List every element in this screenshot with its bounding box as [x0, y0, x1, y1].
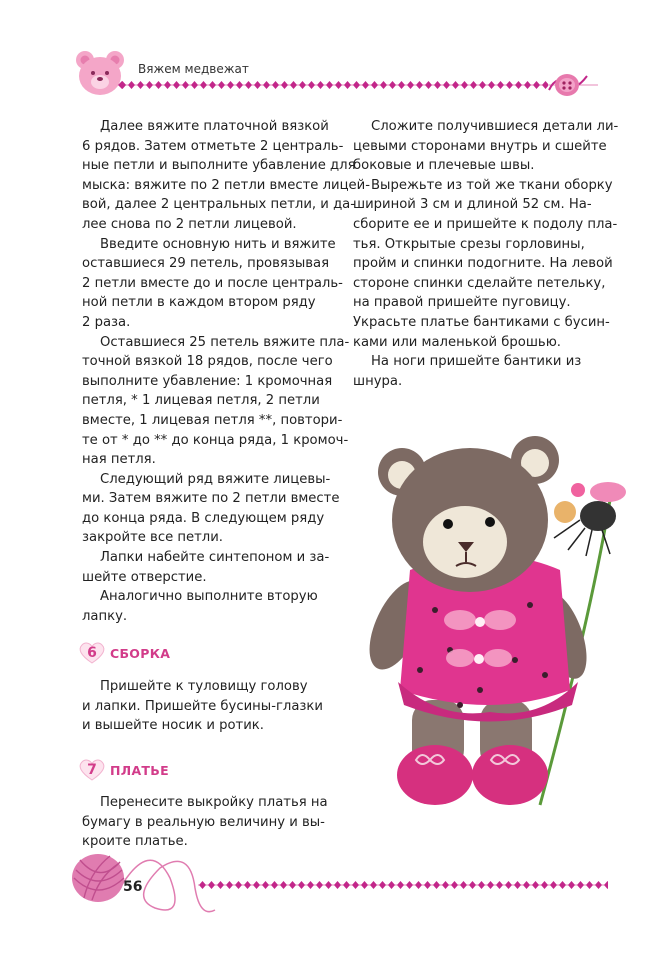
right-text-column — [353, 117, 619, 391]
text-line: ная петля. — [82, 452, 156, 468]
text-line: Пришейте к туловищу голову — [100, 679, 308, 694]
text-line: На ноги пришейте бантики из — [371, 354, 582, 370]
section-heading-assembly — [76, 642, 170, 664]
section-6-text — [82, 677, 342, 736]
text-line: точной вязкой 18 рядов, после чего — [82, 354, 333, 370]
text-line: Введите основную нить и вяжите — [100, 236, 336, 252]
text-line: Оставшиеся 25 петель вяжите пла- — [100, 334, 350, 350]
left-text-column — [82, 117, 371, 626]
text-line: Перенесите выкройку платья на — [100, 795, 328, 810]
text-line: и вышейте носик и ротик. — [82, 718, 264, 734]
text-line: ной петли в каждом втором ряду — [82, 295, 316, 311]
text-line: лапку. — [82, 608, 128, 624]
text-line: и лапки. Пришейте бусины-глазки — [82, 698, 323, 714]
text-line: выполните убавление: 1 кромочная — [82, 373, 333, 389]
section-number: 6 — [87, 645, 97, 661]
text-line: стороне спинки сделайте петельку, — [353, 275, 606, 291]
text-line: лее снова по 2 петли лицевой. — [82, 216, 297, 232]
text-line: Вырежьте из той же ткани оборку — [371, 177, 613, 193]
text-line: шнура. — [353, 373, 403, 389]
text-line: Украсьте платье бантиками с бусин- — [353, 314, 610, 330]
text-line: петля, * 1 лицевая петля, 2 петли — [82, 393, 320, 409]
heart-icon — [76, 641, 108, 665]
pink-button-icon — [543, 70, 591, 100]
section-7-text — [82, 793, 342, 852]
text-line: до конца ряда. В следующем ряду — [82, 510, 325, 526]
text-line: вой, далее 2 центральных петли, и да- — [82, 197, 356, 213]
section-heading-dress — [76, 759, 169, 781]
ribbon-divider-top — [118, 78, 598, 92]
text-line: Лапки набейте синтепоном и за- — [100, 550, 330, 566]
text-line: ками или маленькой брошью. — [353, 334, 561, 350]
section-title: СБОРКА — [110, 645, 171, 661]
text-line: сборите ее и пришейте к подолу пла- — [353, 216, 618, 232]
text-line: бумагу в реальную величину и вы- — [82, 814, 325, 830]
section-number: 7 — [87, 762, 97, 778]
text-line: пройм и спинки подогните. На левой — [353, 256, 613, 272]
text-line: мыска: вяжите по 2 петли вместе лицей- — [82, 177, 371, 193]
text-line: оставшиеся 29 петель, провязывая — [82, 256, 330, 272]
text-line: на правой пришейте пуговицу. — [353, 295, 571, 311]
text-line: Следующий ряд вяжите лицевы- — [100, 471, 331, 487]
text-line: шейте отверстие. — [82, 569, 207, 585]
text-line: боковые и плечевые швы. — [353, 158, 535, 174]
text-line: ми. Затем вяжите по 2 петли вместе — [82, 491, 340, 507]
section-title: ПЛАТЬЕ — [110, 762, 169, 778]
heart-icon — [76, 758, 108, 782]
text-line: 2 раза. — [82, 314, 131, 330]
text-line: те от * до ** до конца ряда, 1 кромоч- — [82, 432, 349, 448]
text-line: 2 петли вместе до и после централь- — [82, 275, 343, 291]
text-line: 6 рядов. Затем отметьте 2 централь- — [82, 138, 344, 154]
running-header-title: Вяжем медвежат — [138, 62, 249, 76]
text-line: тья. Открытые срезы горловины, — [353, 236, 585, 252]
text-line: шириной 3 см и длиной 52 см. На- — [353, 197, 592, 213]
text-line: вместе, 1 лицевая петля **, повтори- — [82, 412, 343, 428]
text-line: цевыми сторонами внутрь и сшейте — [353, 138, 607, 154]
text-line: кроите платье. — [82, 834, 188, 850]
page-number: 56 — [123, 879, 143, 895]
text-line: Сложите получившиеся детали ли- — [371, 119, 619, 134]
text-line: закройте все петли. — [82, 530, 223, 546]
text-line: Аналогично выполните вторую — [100, 589, 318, 605]
ribbon-divider-bottom — [198, 878, 608, 892]
text-line: ные петли и выполните убавление для — [82, 158, 356, 174]
text-line: Далее вяжите платочной вязкой — [100, 119, 329, 134]
knitted-bear-photo — [340, 420, 640, 820]
